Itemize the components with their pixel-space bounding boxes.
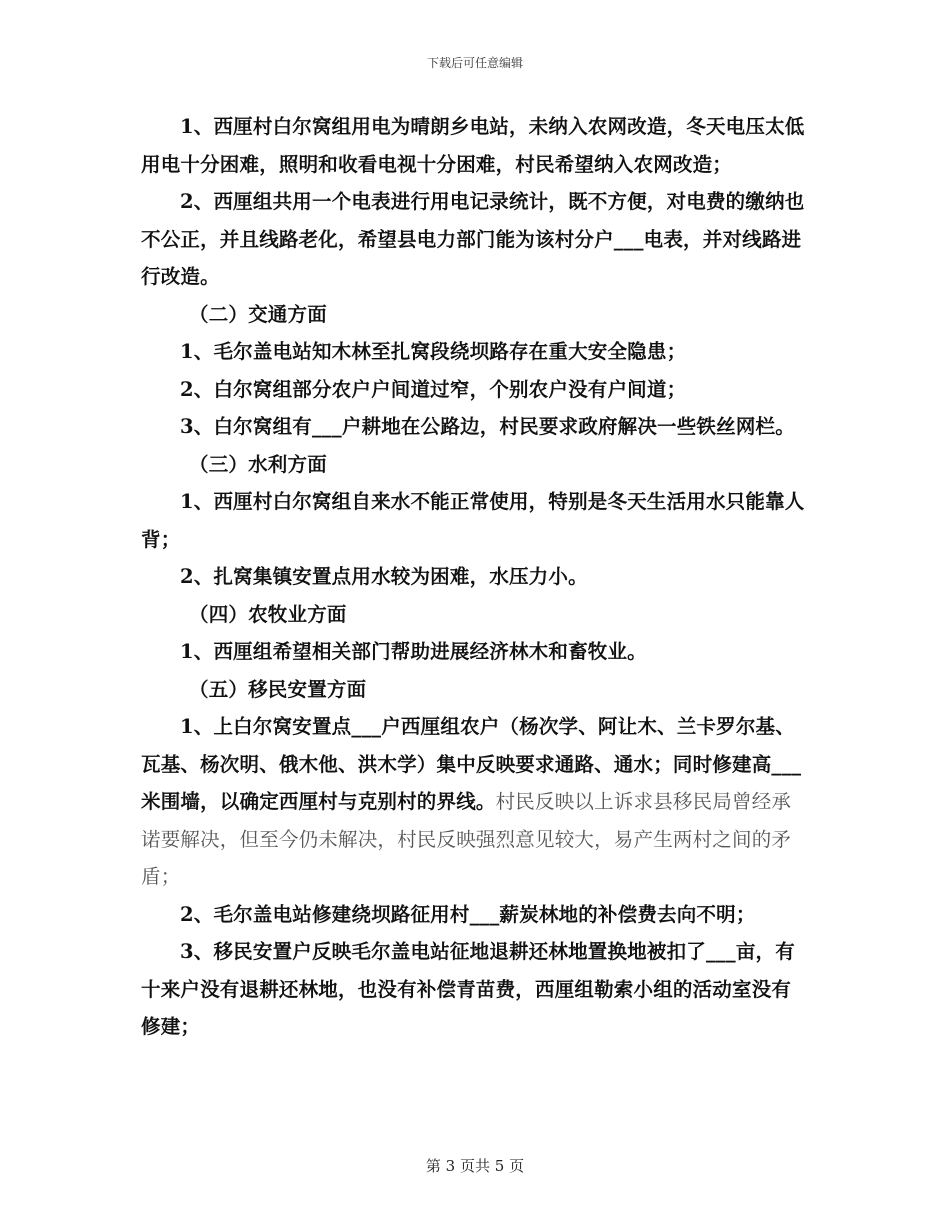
- section-heading: （二）交通方面: [189, 302, 327, 326]
- paragraph: 3、移民安置户反映毛尔盖电站征地退耕还林地置换地被扣了___亩，有十来户没有退耕还林地，也没有补偿青苗费，西厘组勒索小组的活动室没有修建；: [141, 940, 795, 1038]
- paragraph: 2、扎窝集镇安置点用水较为困难，水压力小。: [180, 565, 588, 588]
- page-footer: 第 3 页共 5 页: [425, 1157, 525, 1175]
- document-body: [141, 108, 809, 1046]
- paragraph: 1、上白尔窝安置点___户西厘组农户（杨次学、阿让木、兰卡罗尔基、瓦基、杨次明、俄木他、洪木学）集中反映要求通路、通水；同时修建高___米围墙，以确定西厘村与克别村的界线。村民反映以上诉求县移民局曾经承诺要解决，但至今仍未解决，村民反映强烈意见较大，易产生两村之间的矛盾；: [141, 715, 802, 888]
- paragraph: 1、毛尔盖电站知木林至扎窝段绕坝路存在重大安全隐患；: [180, 340, 687, 363]
- paragraph: 1、西厘村白尔窝组自来水不能正常使用，特别是冬天生活用水只能靠人背；: [141, 490, 805, 551]
- paragraph-light-text: 村民反映以上诉求县移民局曾经承诺要解决，但至今仍未解决，村民反映强烈意见较大，易产生两村之间的矛盾；: [141, 790, 792, 888]
- paragraph: 3、白尔窝组有___户耕地在公路边，村民要求政府解决一些铁丝网栏。: [180, 415, 795, 438]
- section-heading: （三）水利方面: [189, 452, 327, 476]
- section-heading: （五）移民安置方面: [189, 677, 367, 701]
- paragraph: 1、西厘村白尔窝组用电为晴朗乡电站，未纳入农网改造，冬天电压太低用电十分困难，照明和收看电视十分困难，村民希望纳入农网改造；: [141, 115, 805, 176]
- section-heading: （四）农牧业方面: [189, 602, 347, 626]
- paragraph: 1、西厘组希望相关部门帮助进展经济林木和畜牧业。: [180, 640, 647, 663]
- paragraph: 2、毛尔盖电站修建绕坝路征用村___薪炭林地的补偿费去向不明；: [180, 902, 756, 926]
- paragraph: 2、白尔窝组部分农户户间道过窄，个别农户没有户间道；: [180, 377, 687, 401]
- page-header: 下载后可任意编辑: [426, 56, 523, 70]
- paragraph: 2、西厘组共用一个电表进行用电记录统计，既不方便，对电费的缴纳也不公正，并且线路老化，希望县电力部门能为该村分户___电表，并对线路进行改造。: [141, 190, 805, 288]
